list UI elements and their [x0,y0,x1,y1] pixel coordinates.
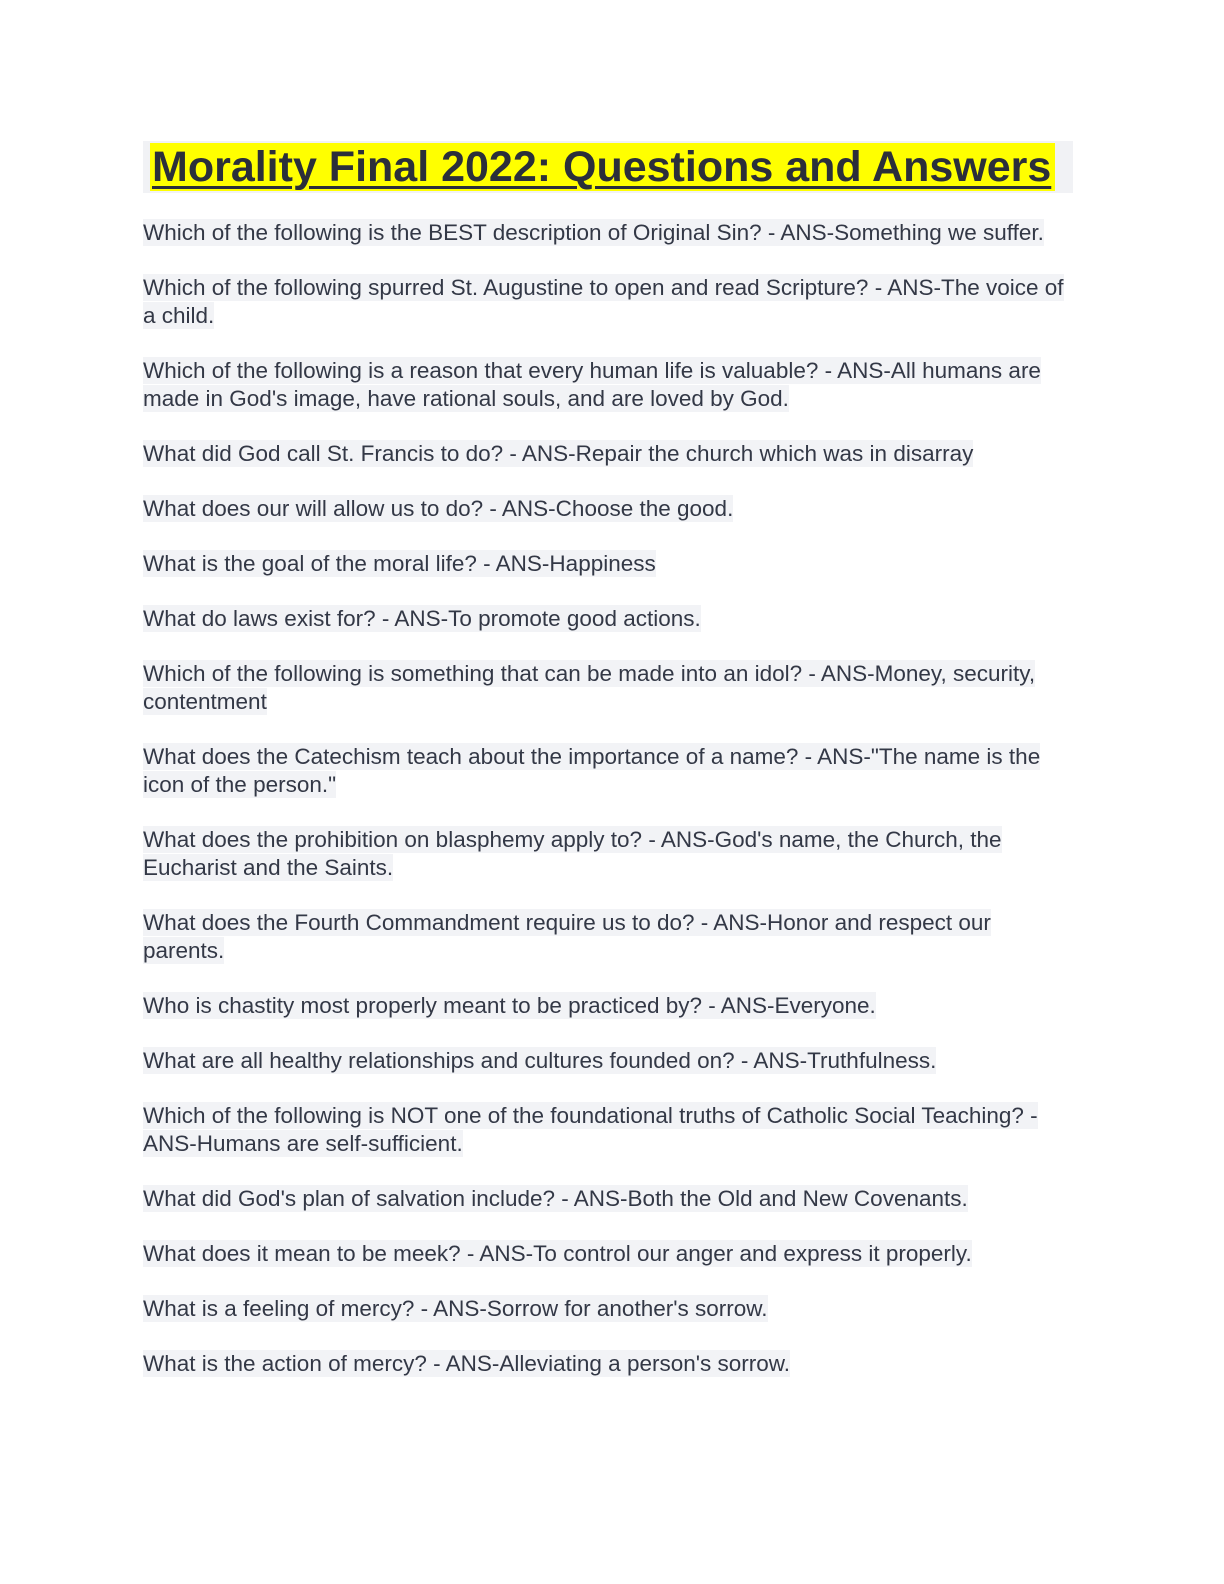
qa-text: What does it mean to be meek? - ANS-To control our anger and express it properly. [143,1241,972,1266]
qa-text: Which of the following is NOT one of the foundational truths of Catholic Social Teaching? - ANS-Humans are self-sufficient. [143,1103,1038,1156]
list-item [143,357,1073,413]
qa-text: What did God call St. Francis to do? - ANS-Repair the church which was in disarray [143,441,974,466]
list-item [143,495,1073,523]
qa-text: What do laws exist for? - ANS-To promote good actions. [143,606,701,631]
list-item [143,909,1073,965]
list-item [143,550,1073,578]
qa-text: Who is chastity most properly meant to be practiced by? - ANS-Everyone. [143,993,876,1018]
qa-text: What does our will allow us to do? - ANS-Choose the good. [143,496,734,521]
qa-text: Which of the following spurred St. Augustine to open and read Scripture? - ANS-The voice of a child. [143,275,1064,328]
qa-list [143,219,1073,1405]
page-title: Morality Final 2022: Questions and Answers [150,143,1055,191]
qa-text: What does the prohibition on blasphemy apply to? - ANS-God's name, the Church, the Eucharist and the Saints. [143,827,1002,880]
list-item [143,274,1073,330]
qa-text: What does the Fourth Commandment require us to do? - ANS-Honor and respect our parents. [143,910,991,963]
list-item [143,1185,1073,1213]
list-item [143,219,1073,247]
list-item [143,605,1073,633]
list-item [143,660,1073,716]
list-item [143,1102,1073,1158]
list-item [143,440,1073,468]
list-item [143,1350,1073,1378]
list-item [143,1240,1073,1268]
qa-text: What is the action of mercy? - ANS-Alleviating a person's sorrow. [143,1351,791,1376]
list-item [143,1295,1073,1323]
list-item [143,826,1073,882]
list-item [143,743,1073,799]
qa-text: What did God's plan of salvation include? - ANS-Both the Old and New Covenants. [143,1186,968,1211]
qa-text: Which of the following is something that can be made into an idol? - ANS-Money, security, contentment [143,661,1036,714]
qa-text: Which of the following is a reason that every human life is valuable? - ANS-All humans are made in God's image, have rational souls, and are loved by God. [143,358,1041,411]
qa-text: What does the Catechism teach about the importance of a name? - ANS-"The name is the icon of the person." [143,744,1041,797]
qa-text: What are all healthy relationships and cultures founded on? - ANS-Truthfulness. [143,1048,937,1073]
qa-text: What is the goal of the moral life? - ANS-Happiness [143,551,656,576]
list-item [143,992,1073,1020]
qa-text: What is a feeling of mercy? - ANS-Sorrow for another's sorrow. [143,1296,768,1321]
list-item [143,1047,1073,1075]
qa-text: Which of the following is the BEST description of Original Sin? - ANS-Something we suffer. [143,220,1044,245]
